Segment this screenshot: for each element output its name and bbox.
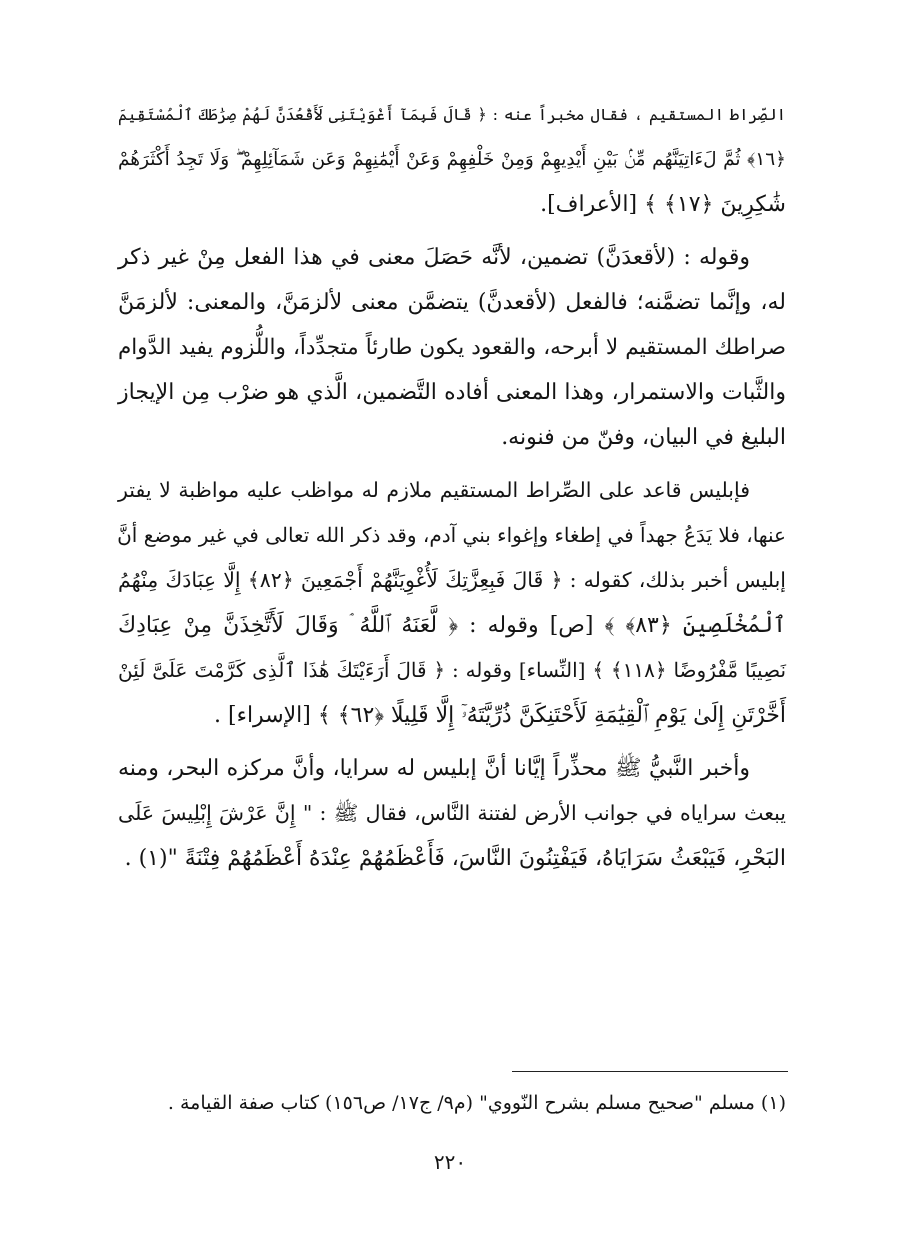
text-line: فإبليس قاعد على الصِّراط المستقيم ملازم له مواظب عليه مواظبة لا يفتر	[118, 478, 750, 502]
text-line: البليغ في البيان، وفنّ من فنونه.	[501, 425, 786, 450]
text-line: والثَّبات والاستمرار، وهذا المعنى أفاده التَّضمين، الَّذي هو ضرْب مِن الإيجاز	[118, 380, 786, 405]
text-line: يبعث سراياه في جوانب الأرض لفتنة النَّاس، فقال ﷺ : " إِنَّ عَرْشَ إِبْلِيسَ عَلَى	[118, 801, 786, 825]
text-line: صراطك المستقيم لا أبرحه، والقعود يكون طارئاً متجدِّداً، واللُّزوم يفيد الدَّوام	[118, 335, 786, 360]
paragraph-4	[118, 746, 786, 881]
text-line: وقوله : (لأقعدَنَّ) تضمين، لأنَّه حَصَلَ معنى في هذا الفعل مِنْ غير ذكر	[118, 245, 750, 270]
text-line: له، وإنَّما تضمَّنه؛ فالفعل (لأقعدنَّ) يتضمَّن معنى لألزمَنَّ، والمعنى: لألزمَنَّ	[118, 290, 786, 315]
paragraph-3	[118, 468, 786, 738]
page-body	[118, 92, 786, 881]
text-line: شَٰكِرِينَ ﴿١٧﴾ ﴾ [الأعراف].	[540, 192, 786, 217]
text-line: أَخَّرْتَنِ إِلَىٰ يَوْمِ ٱلْقِيَٰمَةِ لَأَحْتَنِكَنَّ ذُرِّيَّتَهُۥٓ إِلَّا قَلِيلًا ﴿٦٢﴾ ﴾ [الإسراء] .	[214, 703, 786, 728]
paragraph-1	[118, 92, 786, 227]
text-line: إبليس أخبر بذلك، كقوله : ﴿ قَالَ فَبِعِزَّتِكَ لَأُغْوِيَنَّهُمْ أَجْمَعِينَ ﴿٨٢﴾ إِلَّا عِبَادَكَ مِنْهُمُ	[118, 568, 786, 592]
footnote-separator	[512, 1071, 788, 1072]
footnote: (١) مسلم "صحيح مسلم بشرح النّووي" (م٩/ ج١٧/ ص١٥٦) كتاب صفة القيامة .	[167, 1092, 786, 1114]
paragraph-2	[118, 235, 786, 460]
text-line: الصِّراط المستقيم ، فقال مخبراً عنه : ﴿ قَالَ فَبِمَآ أَغْوَيْتَنِى لَأَقْعُدَنَّ لَهُمْ صِرَٰطَكَ ٱلْمُسْتَقِيمَ	[118, 105, 786, 124]
text-line: وأخبر النَّبيُّ ﷺ محذِّراً إيَّانا أنَّ إبليس له سرايا، وأنَّ مركزه البحر، ومنه	[118, 756, 750, 781]
text-line: البَحْرِ، فَيَبْعَثُ سَرَايَاهُ، فَيَفْتِنُونَ النَّاسَ، فَأَعْظَمُهُمْ عِنْدَهُ أَعْظَمُهُمْ فِتْنَةً "(١) .	[124, 846, 786, 871]
text-line: ٱلْمُخْلَصِينَ ﴿٨٣﴾ ﴾ [ص] وقوله : ﴿ لَّعَنَهُ ٱللَّهُ ۘ وَقَالَ لَأَتَّخِذَنَّ مِنْ عِبَادِكَ	[118, 613, 786, 638]
text-line: عنها، فلا يَدَعُ جهداً في إطغاء وإغواء بني آدم، وقد ذكر الله تعالى في غير موضع أنَّ	[117, 523, 786, 547]
text-line: نَصِيبًا مَّفْرُوضًا ﴿١١٨﴾ ﴾ [النِّساء] وقوله : ﴿ قَالَ أَرَءَيْتَكَ هَٰذَا ٱلَّذِى كَرَّمْتَ عَلَىَّ لَئِنْ	[118, 658, 787, 682]
text-line: ﴿١٦﴾ ثُمَّ لَءَاتِيَنَّهُم مِّنۢ بَيْنِ أَيْدِيهِمْ وَمِنْ خَلْفِهِمْ وَعَنْ أَيْمَٰنِهِمْ وَعَن شَمَآئِلِهِمْ ۖ وَلَا تَجِدُ أَكْثَرَهُمْ	[118, 149, 786, 170]
page-number: ٢٢٠	[433, 1150, 467, 1174]
